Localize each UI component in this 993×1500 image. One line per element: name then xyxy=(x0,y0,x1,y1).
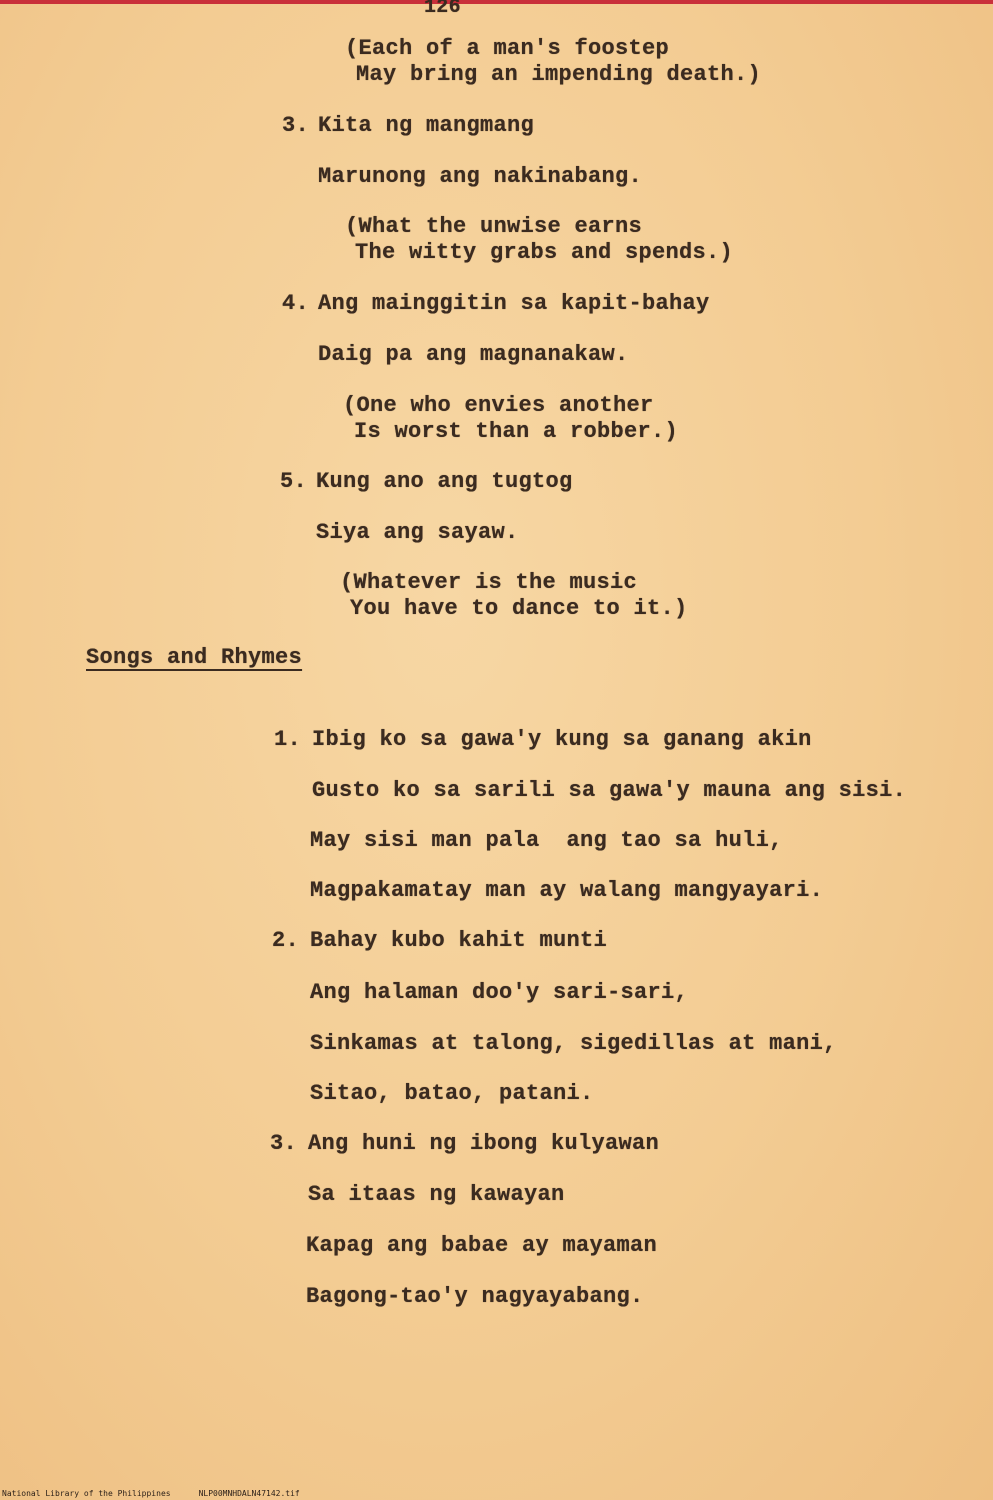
proverb-number: 5. xyxy=(280,469,308,494)
song-line: Kapag ang babae ay mayaman xyxy=(306,1233,658,1258)
song-line: Bagong-tao'y nagyayabang. xyxy=(306,1284,644,1309)
song-line: Bahay kubo kahit munti xyxy=(310,928,608,953)
translation-line: The witty grabs and spends.) xyxy=(355,240,734,265)
song-line: Sitao, batao, patani. xyxy=(310,1081,594,1106)
translation-line: (Whatever is the music xyxy=(340,570,638,595)
proverb-number: 3. xyxy=(282,113,310,138)
translation-line: (What the unwise earns xyxy=(345,214,643,239)
proverb-line: Daig pa ang magnanakaw. xyxy=(318,342,629,367)
song-number: 3. xyxy=(270,1131,298,1156)
song-line: Ang halaman doo'y sari-sari, xyxy=(310,980,689,1005)
footer-filename: NLP00MNHDALN47142.tif xyxy=(198,1489,300,1498)
proverb-line: Marunong ang nakinabang. xyxy=(318,164,643,189)
translation-line: You have to dance to it.) xyxy=(350,596,688,621)
proverb-line: Kung ano ang tugtog xyxy=(316,469,573,494)
scan-footer xyxy=(2,1489,328,1498)
translation-line: (Each of a man's foostep xyxy=(345,36,670,61)
song-number: 1. xyxy=(274,727,302,752)
song-number: 2. xyxy=(272,928,300,953)
section-heading: Songs and Rhymes xyxy=(86,645,303,670)
song-line: Ibig ko sa gawa'y kung sa ganang akin xyxy=(312,727,812,752)
page-number: 126 xyxy=(424,0,461,19)
translation-line: Is worst than a robber.) xyxy=(354,419,679,444)
proverb-line: Kita ng mangmang xyxy=(318,113,535,138)
song-line: Sa itaas ng kawayan xyxy=(308,1182,565,1207)
song-line: Ang huni ng ibong kulyawan xyxy=(308,1131,660,1156)
footer-library: National Library of the Philippines xyxy=(2,1489,171,1498)
translation-line: (One who envies another xyxy=(343,393,654,418)
translation-line: May bring an impending death.) xyxy=(356,62,762,87)
song-line: Gusto ko sa sarili sa gawa'y mauna ang sisi. xyxy=(312,778,907,803)
song-line: Magpakamatay man ay walang mangyayari. xyxy=(310,878,824,903)
proverb-number: 4. xyxy=(282,291,310,316)
proverb-line: Siya ang sayaw. xyxy=(316,520,519,545)
song-line: Sinkamas at talong, sigedillas at mani, xyxy=(310,1031,837,1056)
proverb-line: Ang mainggitin sa kapit-bahay xyxy=(318,291,710,316)
top-edge-stripe xyxy=(0,0,993,4)
song-line: May sisi man pala ang tao sa huli, xyxy=(310,828,783,853)
